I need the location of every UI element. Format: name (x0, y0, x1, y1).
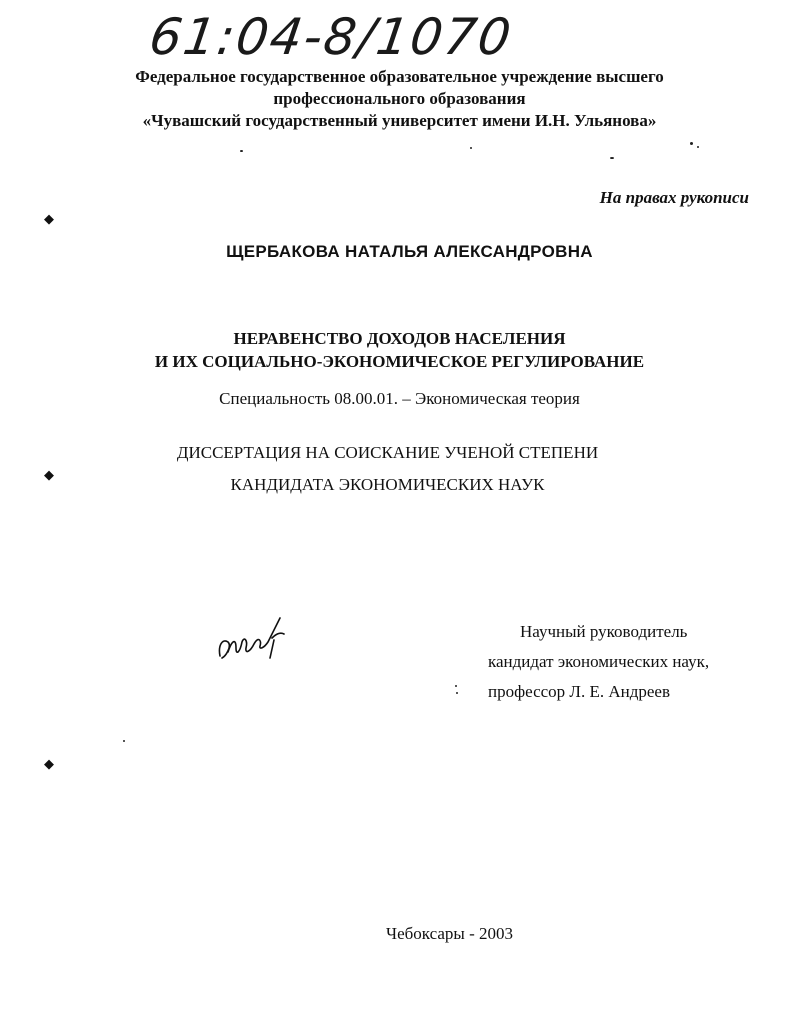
binding-mark-icon: ◆ (44, 212, 54, 227)
scan-speck (240, 150, 243, 152)
author-name: ЩЕРБАКОВА НАТАЛЬЯ АЛЕКСАНДРОВНА (226, 242, 593, 261)
scan-speck (455, 685, 457, 687)
scan-speck (456, 692, 458, 694)
binding-mark-icon: ◆ (44, 468, 54, 483)
institution-header (0, 66, 799, 132)
rights-notice: На правах рукописи (599, 188, 749, 207)
scientific-supervisor (488, 617, 709, 707)
institution-line-3: «Чувашский государственный университет имени И.Н. Ульянова» (142, 111, 657, 130)
supervisor-line-2: кандидат экономических наук, (488, 652, 710, 671)
scan-speck (697, 146, 699, 148)
institution-line-1: Федеральное государственное образовательное учреждение высшего (135, 67, 664, 86)
scan-speck (470, 147, 472, 149)
scan-speck (690, 142, 693, 145)
supervisor-line-1: Научный руководитель (520, 622, 688, 641)
title-line-1: НЕРАВЕНСТВО ДОХОДОВ НАСЕЛЕНИЯ (233, 329, 566, 348)
title-line-2: И ИХ СОЦИАЛЬНО-ЭКОНОМИЧЕСКОЕ РЕГУЛИРОВАНИЕ (154, 352, 645, 371)
city-year: Чебоксары - 2003 (386, 924, 513, 943)
binding-mark-icon: ◆ (44, 757, 54, 772)
degree-statement (0, 437, 787, 501)
scan-speck (610, 157, 614, 159)
scan-speck (123, 740, 125, 742)
degree-line-1: ДИССЕРТАЦИЯ НА СОИСКАНИЕ УЧЕНОЙ СТЕПЕНИ (176, 443, 599, 462)
institution-line-2: профессионального образования (273, 89, 526, 108)
supervisor-line-3: профессор Л. Е. Андреев (488, 682, 670, 701)
degree-line-2: КАНДИДАТА ЭКОНОМИЧЕСКИХ НАУК (230, 475, 545, 494)
archive-code-handwritten: 61:04-8/1070 (145, 8, 517, 66)
specialty: Специальность 08.00.01. – Экономическая теория (219, 389, 580, 408)
signature-icon (214, 612, 300, 664)
dissertation-title (0, 327, 799, 373)
